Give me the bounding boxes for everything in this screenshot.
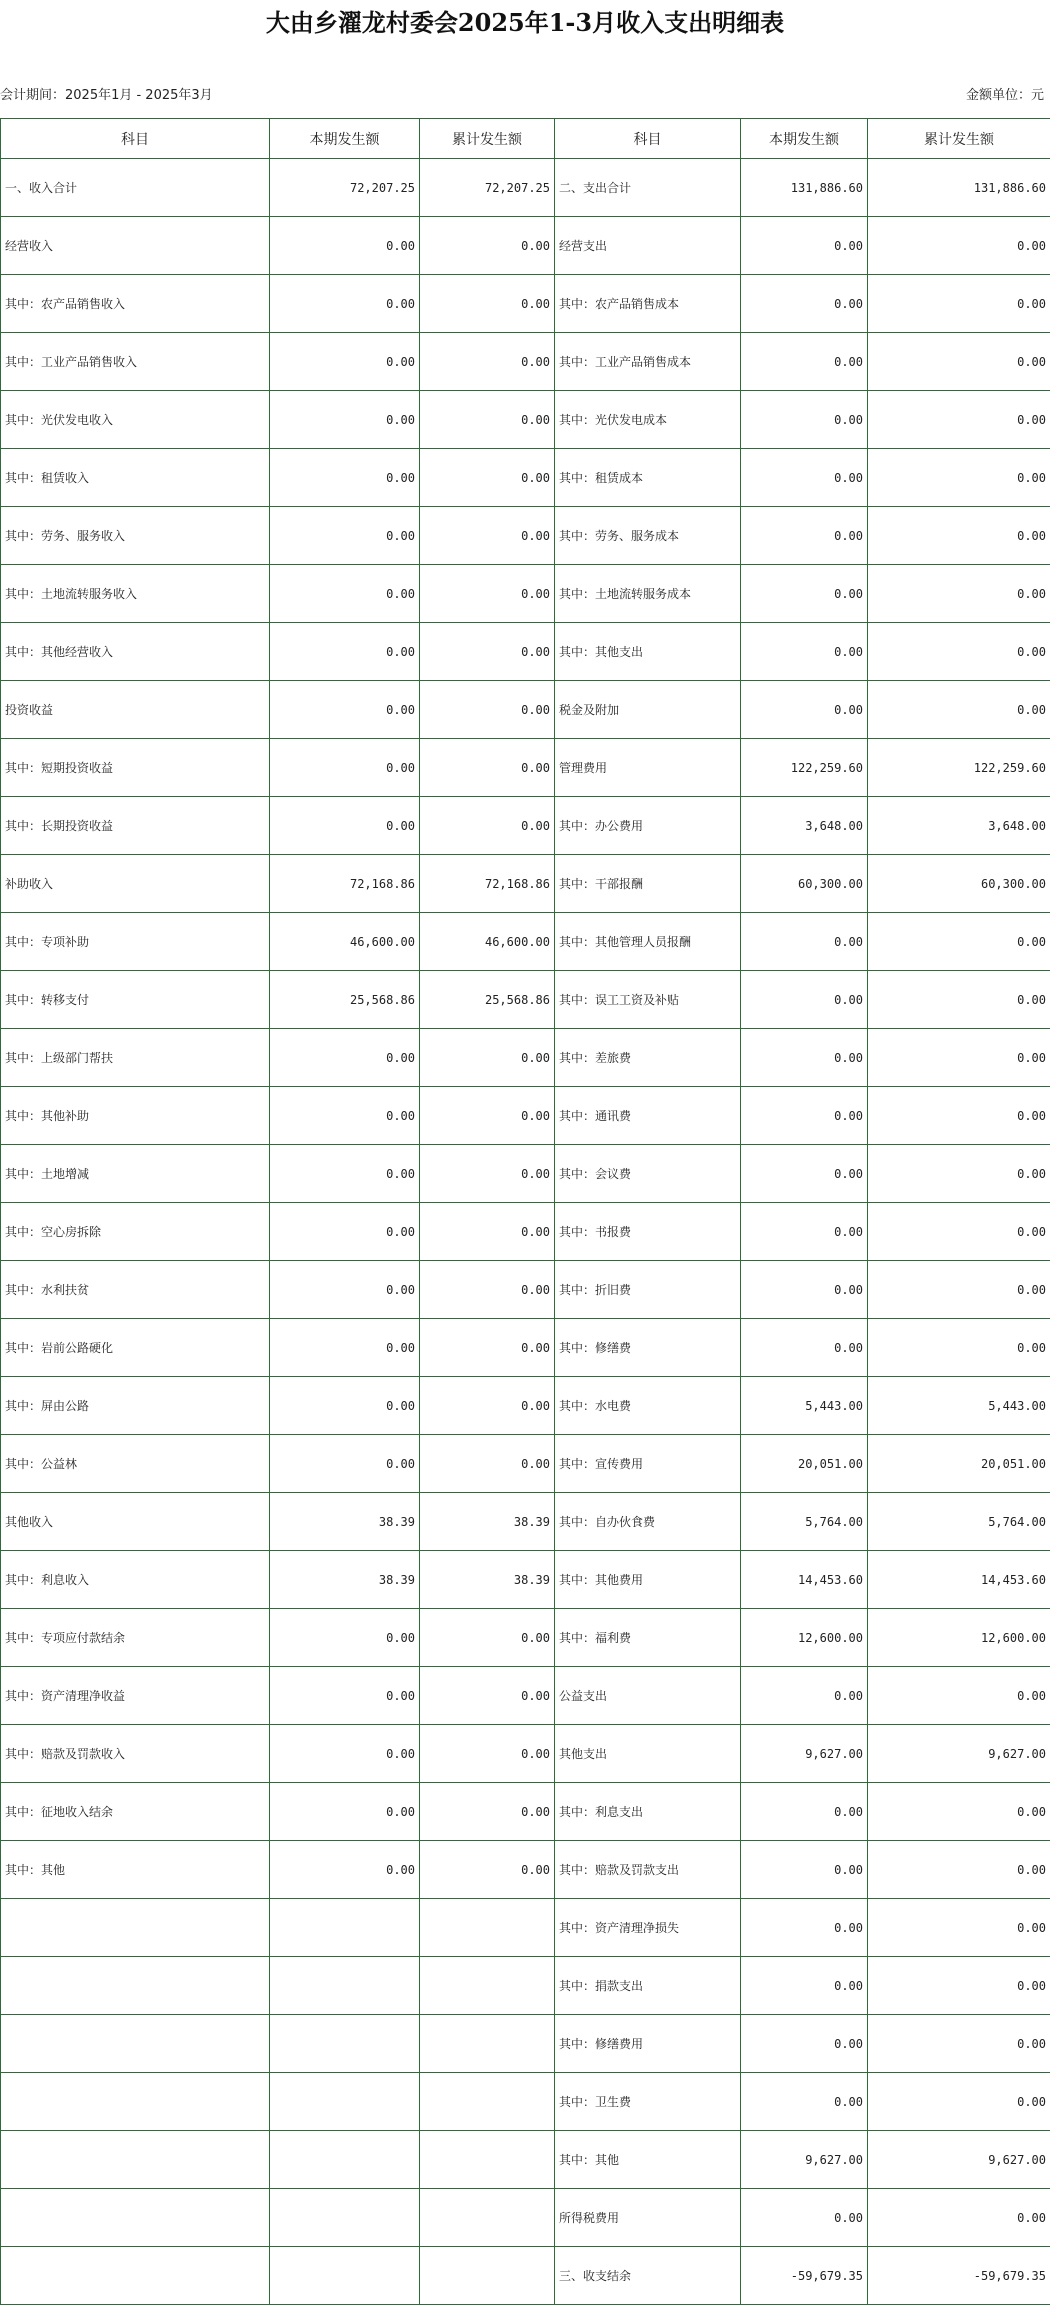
- income-cumulative-amount: [420, 2073, 555, 2131]
- income-cumulative-amount: 0.00: [420, 1029, 555, 1087]
- expense-subject: 税金及附加: [555, 681, 741, 739]
- income-subject: [1, 1957, 270, 2015]
- income-cumulative-amount: 0.00: [420, 1087, 555, 1145]
- expense-current-amount: 122,259.60: [741, 739, 868, 797]
- income-cumulative-amount: 38.39: [420, 1493, 555, 1551]
- income-current-amount: 0.00: [270, 1261, 420, 1319]
- expense-cumulative-amount: 0.00: [868, 1899, 1050, 1957]
- accounting-period: 会计期间：2025年1月 - 2025年3月: [0, 88, 213, 103]
- table-row: [1, 1609, 1050, 1667]
- expense-subject: 其中：利息支出: [555, 1783, 741, 1841]
- income-current-amount: [270, 2131, 420, 2189]
- expense-cumulative-amount: 5,764.00: [868, 1493, 1050, 1551]
- expense-subject: 其中：折旧费: [555, 1261, 741, 1319]
- income-cumulative-amount: 0.00: [420, 1261, 555, 1319]
- income-subject: 补助收入: [1, 855, 270, 913]
- income-current-amount: 38.39: [270, 1551, 420, 1609]
- income-current-amount: 0.00: [270, 1783, 420, 1841]
- table-row: [1, 1493, 1050, 1551]
- expense-current-amount: 0.00: [741, 2015, 868, 2073]
- expense-current-amount: 0.00: [741, 565, 868, 623]
- expense-current-amount: 0.00: [741, 1145, 868, 1203]
- header-expense-subject: 科目: [555, 119, 741, 159]
- expense-cumulative-amount: 60,300.00: [868, 855, 1050, 913]
- table-row: [1, 1841, 1050, 1899]
- table-row: [1, 333, 1050, 391]
- income-current-amount: 0.00: [270, 391, 420, 449]
- expense-subject: 其中：赔款及罚款支出: [555, 1841, 741, 1899]
- expense-subject: 其中：农产品销售成本: [555, 275, 741, 333]
- income-subject: 其中：上级部门帮扶: [1, 1029, 270, 1087]
- table-row: [1, 681, 1050, 739]
- income-subject: 其中：工业产品销售收入: [1, 333, 270, 391]
- income-subject: 其中：水利扶贫: [1, 1261, 270, 1319]
- expense-current-amount: 0.00: [741, 391, 868, 449]
- expense-subject: 二、支出合计: [555, 159, 741, 217]
- expense-subject: 其中：办公费用: [555, 797, 741, 855]
- expense-cumulative-amount: 0.00: [868, 565, 1050, 623]
- expense-cumulative-amount: 131,886.60: [868, 159, 1050, 217]
- income-cumulative-amount: 0.00: [420, 333, 555, 391]
- income-current-amount: 0.00: [270, 1841, 420, 1899]
- table-row: [1, 217, 1050, 275]
- expense-cumulative-amount: 0.00: [868, 2015, 1050, 2073]
- expense-current-amount: 0.00: [741, 1899, 868, 1957]
- expense-cumulative-amount: 0.00: [868, 623, 1050, 681]
- income-current-amount: 25,568.86: [270, 971, 420, 1029]
- expense-current-amount: 0.00: [741, 275, 868, 333]
- table-row: [1, 391, 1050, 449]
- income-subject: 其中：长期投资收益: [1, 797, 270, 855]
- expense-subject: 其中：租赁成本: [555, 449, 741, 507]
- expense-current-amount: 0.00: [741, 1203, 868, 1261]
- income-current-amount: 0.00: [270, 565, 420, 623]
- income-cumulative-amount: 0.00: [420, 565, 555, 623]
- expense-current-amount: 5,764.00: [741, 1493, 868, 1551]
- expense-subject: 其中：其他费用: [555, 1551, 741, 1609]
- expense-cumulative-amount: 0.00: [868, 333, 1050, 391]
- income-current-amount: [270, 1957, 420, 2015]
- expense-subject: 经营支出: [555, 217, 741, 275]
- income-cumulative-amount: [420, 2247, 555, 2305]
- income-cumulative-amount: 46,600.00: [420, 913, 555, 971]
- expense-current-amount: 0.00: [741, 681, 868, 739]
- table-row: [1, 1145, 1050, 1203]
- expense-cumulative-amount: 9,627.00: [868, 1725, 1050, 1783]
- expense-cumulative-amount: 9,627.00: [868, 2131, 1050, 2189]
- income-subject: 其中：屏由公路: [1, 1377, 270, 1435]
- table-row: [1, 1029, 1050, 1087]
- expense-current-amount: 0.00: [741, 1087, 868, 1145]
- expense-cumulative-amount: 0.00: [868, 1957, 1050, 2015]
- income-subject: 投资收益: [1, 681, 270, 739]
- expense-current-amount: 60,300.00: [741, 855, 868, 913]
- expense-current-amount: 0.00: [741, 1841, 868, 1899]
- income-current-amount: 38.39: [270, 1493, 420, 1551]
- income-cumulative-amount: 0.00: [420, 681, 555, 739]
- income-current-amount: 0.00: [270, 1377, 420, 1435]
- table-row: [1, 623, 1050, 681]
- table-row: [1, 1435, 1050, 1493]
- expense-subject: 其中：其他: [555, 2131, 741, 2189]
- table-row: [1, 971, 1050, 1029]
- expense-cumulative-amount: 0.00: [868, 1087, 1050, 1145]
- expense-current-amount: 5,443.00: [741, 1377, 868, 1435]
- expense-cumulative-amount: 0.00: [868, 1203, 1050, 1261]
- income-cumulative-amount: 0.00: [420, 1319, 555, 1377]
- income-current-amount: 0.00: [270, 449, 420, 507]
- expense-subject: 其中：误工工资及补贴: [555, 971, 741, 1029]
- expense-cumulative-amount: 0.00: [868, 1029, 1050, 1087]
- table-row: [1, 449, 1050, 507]
- income-cumulative-amount: 0.00: [420, 217, 555, 275]
- income-cumulative-amount: 0.00: [420, 797, 555, 855]
- table-row: [1, 1203, 1050, 1261]
- table-row: [1, 275, 1050, 333]
- table-row: [1, 1667, 1050, 1725]
- expense-cumulative-amount: 20,051.00: [868, 1435, 1050, 1493]
- table-row: [1, 1261, 1050, 1319]
- income-subject: 其中：专项补助: [1, 913, 270, 971]
- income-subject: 其中：岩前公路硬化: [1, 1319, 270, 1377]
- expense-current-amount: 0.00: [741, 333, 868, 391]
- income-current-amount: 0.00: [270, 1667, 420, 1725]
- table-row: [1, 565, 1050, 623]
- income-current-amount: 72,168.86: [270, 855, 420, 913]
- income-cumulative-amount: 0.00: [420, 1145, 555, 1203]
- expense-current-amount: 0.00: [741, 1667, 868, 1725]
- table-row: [1, 1783, 1050, 1841]
- table-row: [1, 797, 1050, 855]
- header-income-current: 本期发生额: [270, 119, 420, 159]
- income-cumulative-amount: 0.00: [420, 1725, 555, 1783]
- expense-current-amount: 0.00: [741, 1029, 868, 1087]
- table-row: [1, 159, 1050, 217]
- expense-subject: 三、收支结余: [555, 2247, 741, 2305]
- header-income-cumulative: 累计发生额: [420, 119, 555, 159]
- table-row: [1, 2015, 1050, 2073]
- table-row: [1, 855, 1050, 913]
- income-current-amount: [270, 1899, 420, 1957]
- table-row: [1, 1899, 1050, 1957]
- expense-cumulative-amount: 0.00: [868, 913, 1050, 971]
- expense-subject: 其中：修缮费用: [555, 2015, 741, 2073]
- income-subject: 其中：公益林: [1, 1435, 270, 1493]
- income-cumulative-amount: 0.00: [420, 1435, 555, 1493]
- expense-subject: 其中：水电费: [555, 1377, 741, 1435]
- income-current-amount: 0.00: [270, 333, 420, 391]
- income-current-amount: 0.00: [270, 1725, 420, 1783]
- expense-cumulative-amount: 0.00: [868, 449, 1050, 507]
- table-row: [1, 1319, 1050, 1377]
- expense-subject: 其中：光伏发电成本: [555, 391, 741, 449]
- expense-subject: 其中：资产清理净损失: [555, 1899, 741, 1957]
- expense-subject: 其中：通讯费: [555, 1087, 741, 1145]
- income-subject: 其中：转移支付: [1, 971, 270, 1029]
- expense-cumulative-amount: 0.00: [868, 2189, 1050, 2247]
- income-current-amount: 0.00: [270, 1435, 420, 1493]
- income-cumulative-amount: 0.00: [420, 623, 555, 681]
- income-cumulative-amount: 0.00: [420, 1783, 555, 1841]
- expense-cumulative-amount: 0.00: [868, 1783, 1050, 1841]
- income-subject: [1, 2189, 270, 2247]
- expense-cumulative-amount: 0.00: [868, 1667, 1050, 1725]
- income-current-amount: 0.00: [270, 1029, 420, 1087]
- expense-cumulative-amount: 5,443.00: [868, 1377, 1050, 1435]
- income-subject: 经营收入: [1, 217, 270, 275]
- expense-current-amount: 0.00: [741, 2073, 868, 2131]
- expense-current-amount: 3,648.00: [741, 797, 868, 855]
- expense-cumulative-amount: 0.00: [868, 1145, 1050, 1203]
- expense-current-amount: 0.00: [741, 1783, 868, 1841]
- expense-current-amount: 0.00: [741, 623, 868, 681]
- income-cumulative-amount: 38.39: [420, 1551, 555, 1609]
- expense-current-amount: 20,051.00: [741, 1435, 868, 1493]
- income-cumulative-amount: 72,168.86: [420, 855, 555, 913]
- income-cumulative-amount: 72,207.25: [420, 159, 555, 217]
- income-current-amount: 46,600.00: [270, 913, 420, 971]
- expense-subject: 其中：工业产品销售成本: [555, 333, 741, 391]
- table-body: [1, 159, 1050, 2305]
- income-cumulative-amount: 0.00: [420, 1609, 555, 1667]
- expense-current-amount: 131,886.60: [741, 159, 868, 217]
- expense-subject: 其中：差旅费: [555, 1029, 741, 1087]
- report-title: 大由乡濯龙村委会2025年1-3月收入支出明细表: [265, 8, 785, 37]
- income-current-amount: 0.00: [270, 1203, 420, 1261]
- expense-cumulative-amount: 0.00: [868, 507, 1050, 565]
- expense-subject: 其中：干部报酬: [555, 855, 741, 913]
- expense-cumulative-amount: 3,648.00: [868, 797, 1050, 855]
- income-subject: 其中：光伏发电收入: [1, 391, 270, 449]
- expense-current-amount: 0.00: [741, 217, 868, 275]
- table-row: [1, 913, 1050, 971]
- income-subject: [1, 2073, 270, 2131]
- expense-current-amount: 0.00: [741, 1957, 868, 2015]
- income-current-amount: [270, 2247, 420, 2305]
- table-row: [1, 1725, 1050, 1783]
- income-subject: [1, 1899, 270, 1957]
- expense-subject: 其中：福利费: [555, 1609, 741, 1667]
- table-row: [1, 2073, 1050, 2131]
- expense-cumulative-amount: 14,453.60: [868, 1551, 1050, 1609]
- income-cumulative-amount: 0.00: [420, 739, 555, 797]
- income-subject: 其中：征地收入结余: [1, 1783, 270, 1841]
- income-current-amount: 0.00: [270, 217, 420, 275]
- income-subject: [1, 2015, 270, 2073]
- income-current-amount: 0.00: [270, 275, 420, 333]
- income-subject: 其中：资产清理净收益: [1, 1667, 270, 1725]
- income-current-amount: 0.00: [270, 1145, 420, 1203]
- income-cumulative-amount: 0.00: [420, 1841, 555, 1899]
- expense-subject: 其中：修缮费: [555, 1319, 741, 1377]
- table-row: [1, 739, 1050, 797]
- expense-cumulative-amount: 0.00: [868, 2073, 1050, 2131]
- expense-subject: 其中：会议费: [555, 1145, 741, 1203]
- expense-cumulative-amount: 12,600.00: [868, 1609, 1050, 1667]
- table-row: [1, 2131, 1050, 2189]
- table-row: [1, 2189, 1050, 2247]
- expense-cumulative-amount: 0.00: [868, 275, 1050, 333]
- expense-current-amount: 0.00: [741, 2189, 868, 2247]
- expense-subject: 其中：书报费: [555, 1203, 741, 1261]
- income-current-amount: 0.00: [270, 507, 420, 565]
- currency-unit: 金额单位：元: [965, 88, 1044, 103]
- income-current-amount: 72,207.25: [270, 159, 420, 217]
- income-subject: 其中：短期投资收益: [1, 739, 270, 797]
- income-subject: 其中：农产品销售收入: [1, 275, 270, 333]
- income-current-amount: 0.00: [270, 1319, 420, 1377]
- expense-current-amount: 14,453.60: [741, 1551, 868, 1609]
- expense-current-amount: -59,679.35: [741, 2247, 868, 2305]
- income-expense-table: [0, 118, 1050, 2305]
- expense-current-amount: 9,627.00: [741, 2131, 868, 2189]
- expense-current-amount: 0.00: [741, 507, 868, 565]
- expense-current-amount: 0.00: [741, 913, 868, 971]
- expense-subject: 其中：其他支出: [555, 623, 741, 681]
- table-row: [1, 2247, 1050, 2305]
- income-cumulative-amount: [420, 2189, 555, 2247]
- expense-cumulative-amount: 0.00: [868, 1319, 1050, 1377]
- income-subject: 其中：其他经营收入: [1, 623, 270, 681]
- expense-cumulative-amount: 0.00: [868, 971, 1050, 1029]
- income-cumulative-amount: 0.00: [420, 449, 555, 507]
- income-cumulative-amount: [420, 2015, 555, 2073]
- income-subject: 其中：租赁收入: [1, 449, 270, 507]
- income-cumulative-amount: 0.00: [420, 507, 555, 565]
- expense-subject: 其中：宣传费用: [555, 1435, 741, 1493]
- income-subject: [1, 2247, 270, 2305]
- income-cumulative-amount: 0.00: [420, 1203, 555, 1261]
- table-row: [1, 507, 1050, 565]
- income-subject: 其中：空心房拆除: [1, 1203, 270, 1261]
- expense-current-amount: 0.00: [741, 1261, 868, 1319]
- expense-subject: 管理费用: [555, 739, 741, 797]
- expense-cumulative-amount: 122,259.60: [868, 739, 1050, 797]
- expense-subject: 其中：其他管理人员报酬: [555, 913, 741, 971]
- expense-subject: 其中：土地流转服务成本: [555, 565, 741, 623]
- income-cumulative-amount: 25,568.86: [420, 971, 555, 1029]
- income-current-amount: [270, 2015, 420, 2073]
- income-subject: 其中：利息收入: [1, 1551, 270, 1609]
- income-current-amount: 0.00: [270, 681, 420, 739]
- income-current-amount: 0.00: [270, 623, 420, 681]
- expense-subject: 其中：卫生费: [555, 2073, 741, 2131]
- income-subject: 其中：土地增减: [1, 1145, 270, 1203]
- income-cumulative-amount: 0.00: [420, 275, 555, 333]
- table-row: [1, 1377, 1050, 1435]
- income-current-amount: 0.00: [270, 797, 420, 855]
- header-expense-cumulative: 累计发生额: [868, 119, 1050, 159]
- income-subject: 其中：赔款及罚款收入: [1, 1725, 270, 1783]
- income-current-amount: 0.00: [270, 1087, 420, 1145]
- income-subject: 其中：劳务、服务收入: [1, 507, 270, 565]
- header-row: [1, 119, 1050, 159]
- income-cumulative-amount: 0.00: [420, 1377, 555, 1435]
- expense-current-amount: 9,627.00: [741, 1725, 868, 1783]
- header-expense-current: 本期发生额: [741, 119, 868, 159]
- income-cumulative-amount: 0.00: [420, 1667, 555, 1725]
- expense-subject: 公益支出: [555, 1667, 741, 1725]
- income-cumulative-amount: 0.00: [420, 391, 555, 449]
- income-subject: [1, 2131, 270, 2189]
- table-row: [1, 1551, 1050, 1609]
- expense-cumulative-amount: 0.00: [868, 1261, 1050, 1319]
- expense-cumulative-amount: 0.00: [868, 217, 1050, 275]
- expense-cumulative-amount: -59,679.35: [868, 2247, 1050, 2305]
- expense-subject: 其他支出: [555, 1725, 741, 1783]
- income-current-amount: [270, 2073, 420, 2131]
- expense-cumulative-amount: 0.00: [868, 391, 1050, 449]
- income-cumulative-amount: [420, 2131, 555, 2189]
- expense-subject: 其中：劳务、服务成本: [555, 507, 741, 565]
- table-row: [1, 1087, 1050, 1145]
- expense-cumulative-amount: 0.00: [868, 681, 1050, 739]
- income-subject: 其中：其他补助: [1, 1087, 270, 1145]
- expense-cumulative-amount: 0.00: [868, 1841, 1050, 1899]
- income-subject: 其中：专项应付款结余: [1, 1609, 270, 1667]
- expense-current-amount: 0.00: [741, 449, 868, 507]
- income-current-amount: 0.00: [270, 739, 420, 797]
- income-current-amount: 0.00: [270, 1609, 420, 1667]
- table-row: [1, 1957, 1050, 2015]
- expense-subject: 其中：捐款支出: [555, 1957, 741, 2015]
- expense-subject: 所得税费用: [555, 2189, 741, 2247]
- income-subject: 其中：其他: [1, 1841, 270, 1899]
- expense-current-amount: 0.00: [741, 1319, 868, 1377]
- expense-current-amount: 12,600.00: [741, 1609, 868, 1667]
- expense-current-amount: 0.00: [741, 971, 868, 1029]
- income-subject: 其中：土地流转服务收入: [1, 565, 270, 623]
- income-current-amount: [270, 2189, 420, 2247]
- income-cumulative-amount: [420, 1899, 555, 1957]
- expense-subject: 其中：自办伙食费: [555, 1493, 741, 1551]
- income-subject: 其他收入: [1, 1493, 270, 1551]
- header-income-subject: 科目: [1, 119, 270, 159]
- income-subject: 一、收入合计: [1, 159, 270, 217]
- income-cumulative-amount: [420, 1957, 555, 2015]
